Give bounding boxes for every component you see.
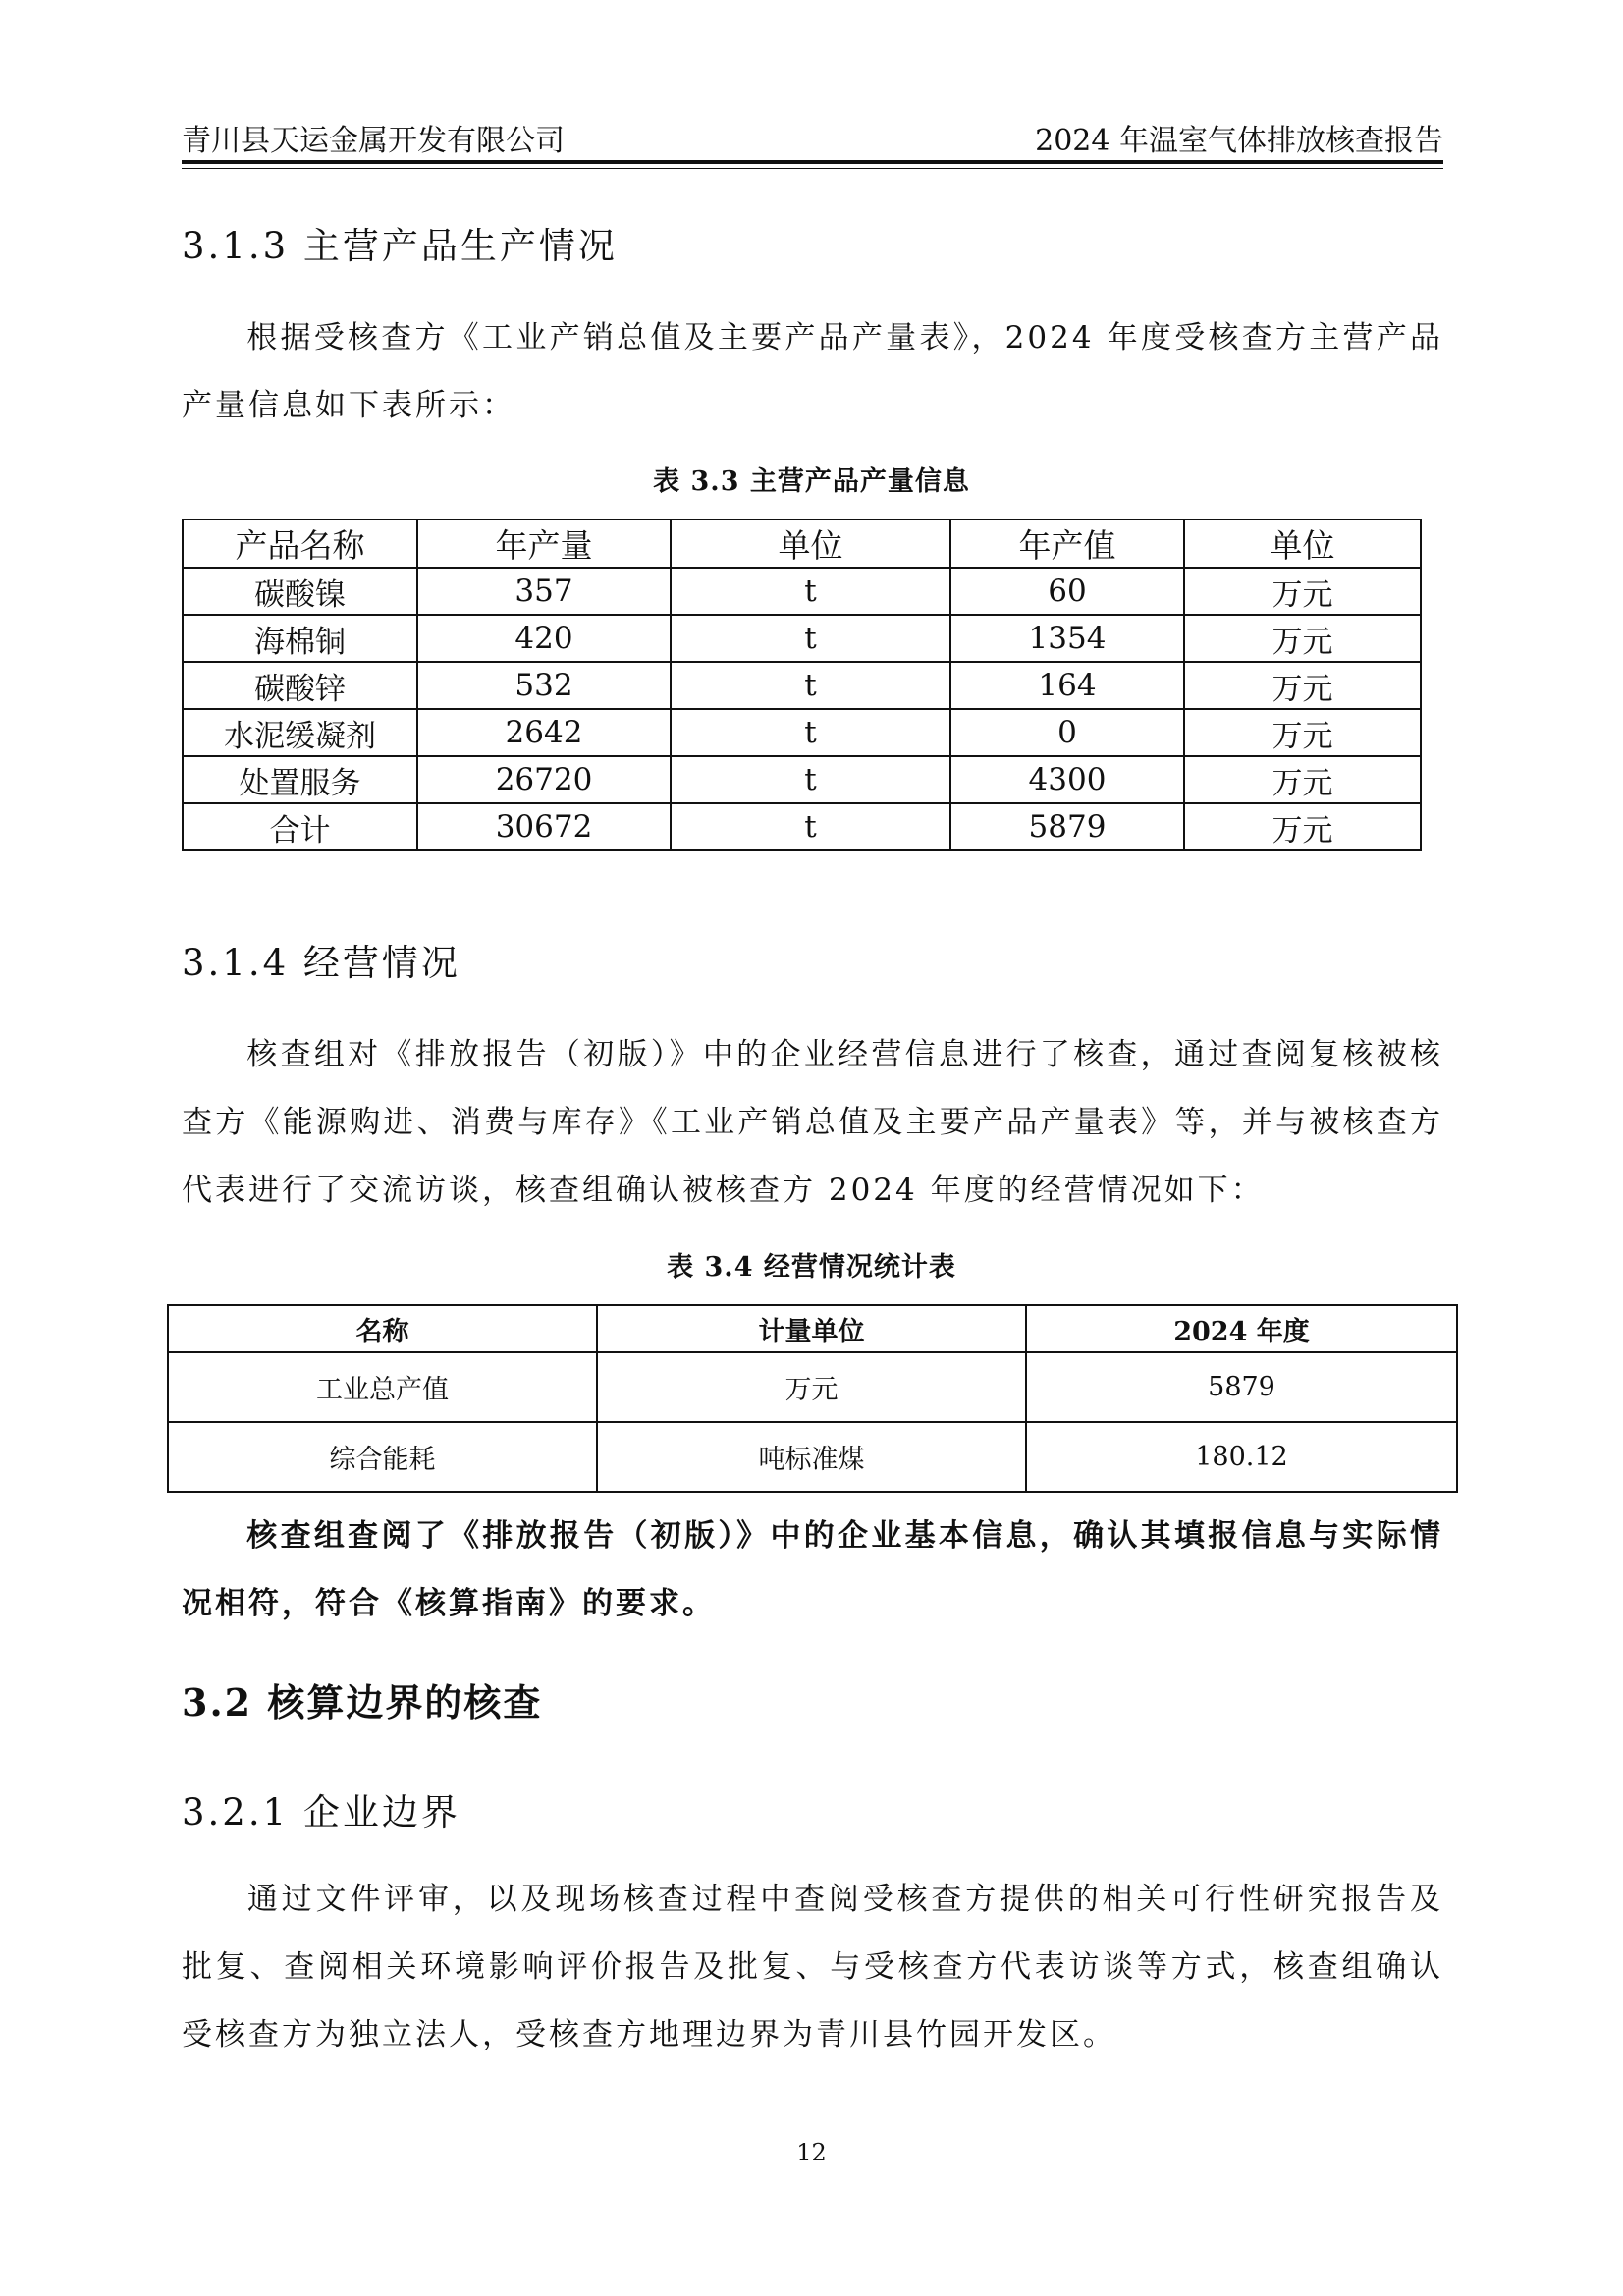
table-cell: 万元	[1184, 662, 1421, 709]
table-cell: 综合能耗	[168, 1422, 597, 1492]
table-row	[168, 1422, 1457, 1492]
table-cell: 357	[417, 568, 671, 615]
table-cell: 180.12	[1026, 1422, 1457, 1492]
paragraph-3-2-1	[182, 1866, 1443, 2069]
table-cell: 30672	[417, 803, 671, 850]
table-cell: 5879	[950, 803, 1184, 850]
heading-3-1-4: 3.1.4 经营情况	[182, 942, 460, 984]
paragraph-3-1-3-text: 根据受核查方《工业产销总值及主要产品产量表》，2024 年度受核查方主营产品产量信息如下表所示：	[182, 320, 1443, 423]
table-cell: 万元	[1184, 803, 1421, 850]
column-header: 产品名称	[183, 519, 417, 568]
table-cell: t	[671, 568, 950, 615]
table-cell: 26720	[417, 756, 671, 803]
header-report-title: 2024 年温室气体排放核查报告	[1035, 124, 1443, 158]
table-cell: t	[671, 803, 950, 850]
table-header-row	[183, 519, 1421, 568]
table-row	[183, 709, 1421, 756]
table-row	[183, 615, 1421, 662]
table-cell: 532	[417, 662, 671, 709]
column-header: 单位	[1184, 519, 1421, 568]
heading-3-2: 3.2 核算边界的核查	[182, 1680, 543, 1724]
table-row	[183, 662, 1421, 709]
table-cell: 海棉铜	[183, 615, 417, 662]
column-header: 名称	[168, 1305, 597, 1352]
header-rule-thin	[182, 168, 1443, 169]
table-cell: t	[671, 756, 950, 803]
table-cell: 万元	[1184, 756, 1421, 803]
table-3-4-caption: 表 3.4 经营情况统计表	[667, 1252, 956, 1283]
paragraph-3-1-4-text: 核查组对《排放报告（初版）》中的企业经营信息进行了核查，通过查阅复核被核查方《能源购进、消费与库存》《工业产销总值及主要产品产量表》等，并与被核查方代表进行了交流访谈，核查组确认被核查方 2024 年度的经营情况如下：	[182, 1037, 1443, 1208]
table-3-3-caption: 表 3.3 主营产品产量信息	[653, 466, 970, 497]
table-cell: 0	[950, 709, 1184, 756]
table-row	[183, 568, 1421, 615]
table-cell: 水泥缓凝剂	[183, 709, 417, 756]
table-cell: 合计	[183, 803, 417, 850]
conclusion-text: 核查组查阅了《排放报告（初版）》中的企业基本信息，确认其填报信息与实际情况相符，符合《核算指南》的要求。	[182, 1518, 1443, 1621]
column-header: 年产量	[417, 519, 671, 568]
column-header: 计量单位	[597, 1305, 1026, 1352]
page-header	[182, 116, 1443, 158]
table-cell: 碳酸锌	[183, 662, 417, 709]
paragraph-3-1-4	[182, 1021, 1443, 1225]
paragraph-3-2-1-text: 通过文件评审，以及现场核查过程中查阅受核查方提供的相关可行性研究报告及批复、查阅相关环境影响评价报告及批复、与受核查方代表访谈等方式，核查组确认受核查方为独立法人，受核查方地理边界为青川县竹园开发区。	[182, 1882, 1443, 2052]
table-cell: 1354	[950, 615, 1184, 662]
table-cell: 处置服务	[183, 756, 417, 803]
conclusion-paragraph	[182, 1503, 1443, 1638]
heading-3-1-3: 3.1.3 主营产品生产情况	[182, 225, 618, 267]
heading-3-2-1: 3.2.1 企业边界	[182, 1791, 460, 1833]
table-cell: 万元	[1184, 568, 1421, 615]
table-cell: 工业总产值	[168, 1352, 597, 1422]
table-cell: 万元	[1184, 709, 1421, 756]
table-cell: 60	[950, 568, 1184, 615]
column-header: 年产值	[950, 519, 1184, 568]
table-header-row	[168, 1305, 1457, 1352]
column-header: 单位	[671, 519, 950, 568]
table-row	[168, 1352, 1457, 1422]
table-cell: 吨标准煤	[597, 1422, 1026, 1492]
table-cell: 碳酸镍	[183, 568, 417, 615]
table-3-4	[167, 1304, 1458, 1493]
page-number: 12	[796, 2139, 827, 2166]
table-row	[183, 803, 1421, 850]
table-cell: 万元	[597, 1352, 1026, 1422]
table-cell: 4300	[950, 756, 1184, 803]
table-3-3	[182, 519, 1422, 851]
table-cell: 420	[417, 615, 671, 662]
table-row	[183, 756, 1421, 803]
table-cell: 164	[950, 662, 1184, 709]
table-cell: 万元	[1184, 615, 1421, 662]
table-cell: 5879	[1026, 1352, 1457, 1422]
column-header: 2024 年度	[1026, 1305, 1457, 1352]
paragraph-3-1-3	[182, 304, 1443, 440]
header-company: 青川县天运金属开发有限公司	[182, 124, 565, 158]
header-rule-thick	[182, 160, 1443, 164]
table-cell: 2642	[417, 709, 671, 756]
table-cell: t	[671, 615, 950, 662]
table-cell: t	[671, 709, 950, 756]
table-cell: t	[671, 662, 950, 709]
